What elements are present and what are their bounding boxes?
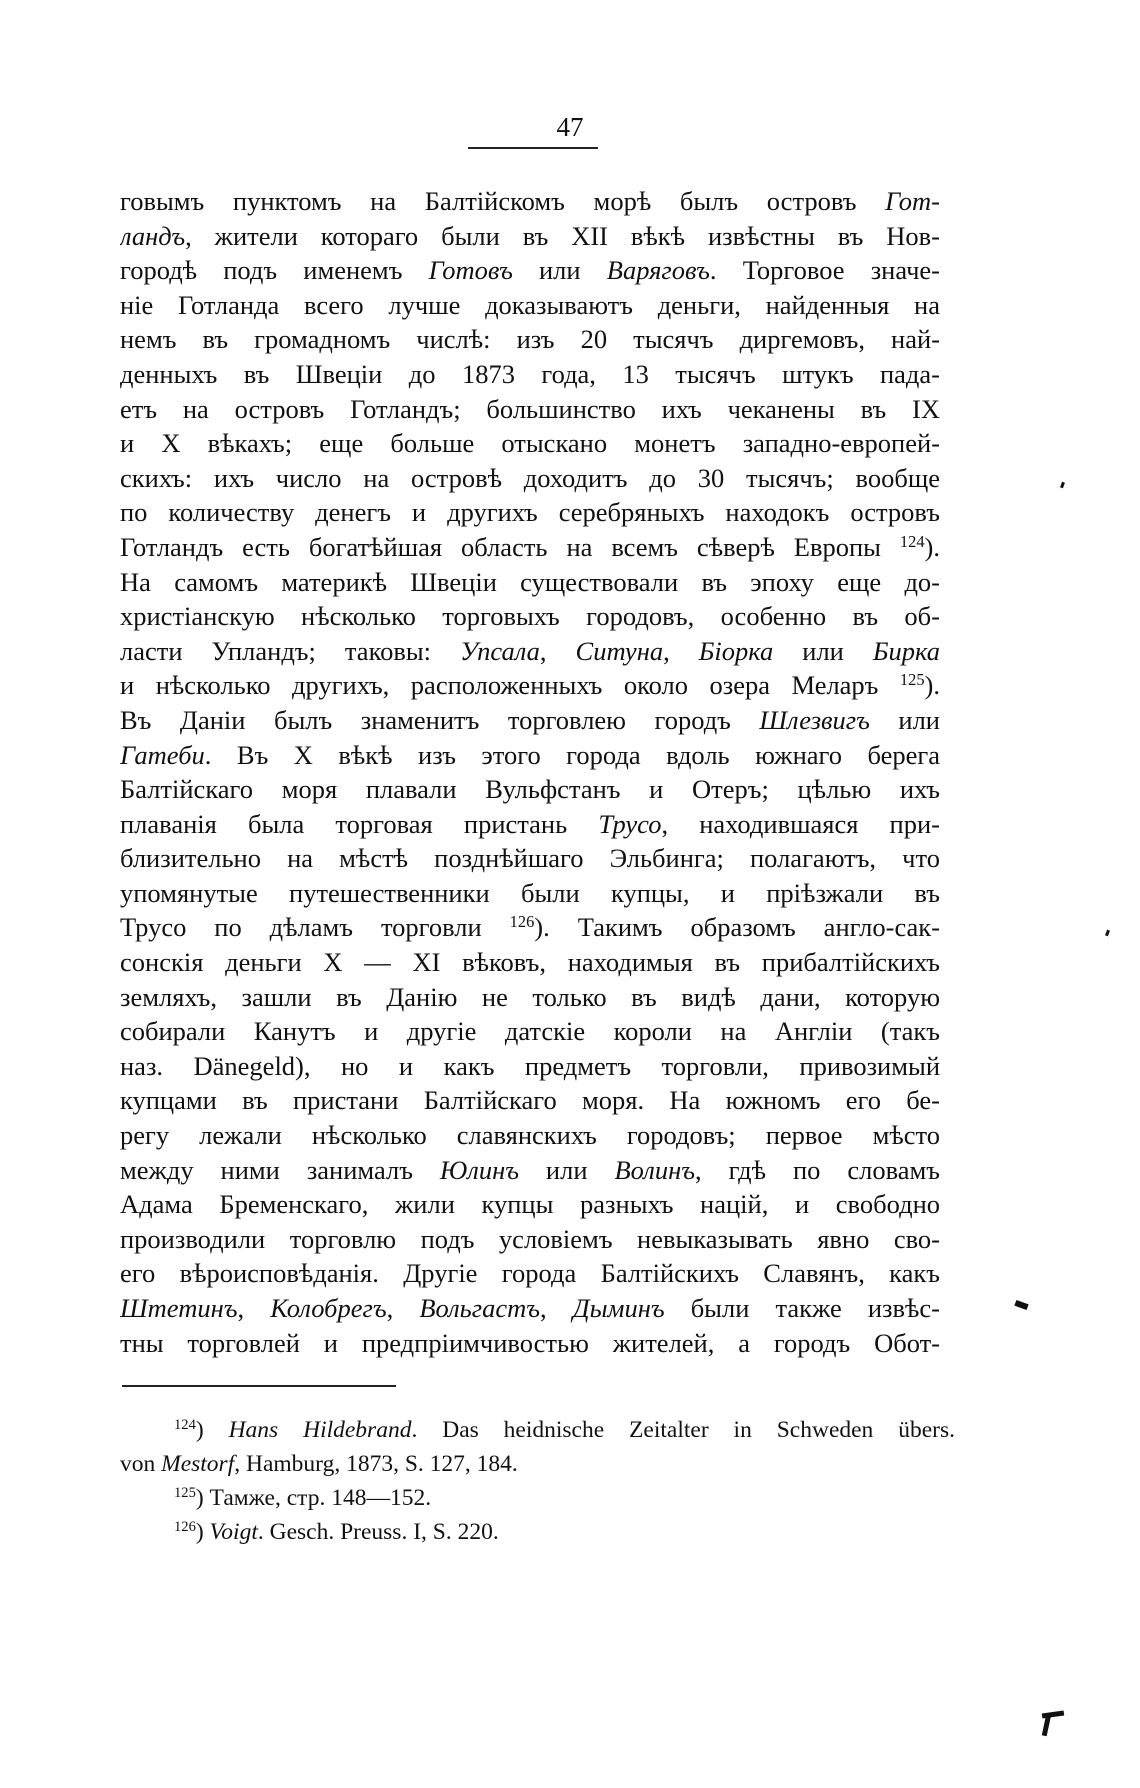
text-line	[120, 1153, 940, 1188]
text-run: ,	[539, 635, 576, 666]
text-run: земляхъ, зашли въ Данію не только въ видѣ дани, которую	[120, 981, 940, 1012]
italic-text: Волинъ	[614, 1154, 695, 1185]
text-line	[120, 1014, 940, 1049]
text-run: Готландъ есть богатѣйшая область на всемъ сѣверѣ Европы	[120, 531, 900, 562]
footnote-ref: 124	[174, 1417, 196, 1433]
footnote-line	[120, 1515, 955, 1549]
text-line	[120, 288, 940, 323]
text-line	[120, 634, 940, 669]
text-run: . Торговое значе-	[709, 255, 940, 286]
text-run: немъ въ громадномъ числѣ: изъ 20 тысячъ диргемовъ, най-	[120, 324, 940, 355]
text-run: упомянутые путешественники были купцы, и пріѣзжали въ	[120, 877, 940, 908]
text-run: наз. Dänegeld), но и какъ предметъ торговли, привозимый	[120, 1050, 940, 1081]
italic-text: Ситуна	[575, 635, 664, 666]
italic-text: Штетинъ	[120, 1293, 238, 1323]
text-run: На самомъ материкѣ Швеціи существовали въ эпоху еще до-	[120, 566, 940, 597]
footnote-ref: 126	[174, 1519, 196, 1535]
text-run: ,	[663, 635, 699, 666]
text-line	[120, 392, 940, 427]
italic-text: Трусо	[598, 808, 662, 839]
footnote-ref: 125	[899, 670, 925, 690]
italic-text: Hans Hildebrand	[228, 1417, 412, 1443]
page-number-rule	[468, 147, 598, 149]
footnote-line	[120, 1481, 955, 1515]
text-line	[120, 357, 940, 392]
text-line	[120, 530, 940, 565]
text-line	[120, 219, 940, 254]
text-run: ласти Упландъ; таковы:	[120, 635, 461, 666]
text-line	[120, 495, 940, 530]
text-run: ,	[386, 1293, 420, 1323]
italic-text: Бирка	[872, 635, 940, 666]
text-run: Трусо по дѣламъ торговли	[120, 912, 510, 943]
text-run: денныхъ въ Швеціи до 1873 года, 13 тысячъ штукъ пада-	[120, 358, 940, 389]
text-run: , находившаяся при-	[661, 808, 940, 839]
text-line	[120, 1291, 940, 1326]
text-run: были также извѣс-	[664, 1293, 940, 1323]
margin-mark-dot	[1105, 930, 1110, 937]
text-line	[120, 426, 940, 461]
text-line	[120, 980, 940, 1015]
text-run: или	[512, 255, 607, 286]
text-run: . Gesch. Preuss. I, S. 220.	[257, 1519, 499, 1545]
text-run: или	[869, 704, 940, 735]
text-line	[120, 322, 940, 357]
footnote-line	[120, 1447, 955, 1481]
italic-text: Дыминъ	[572, 1293, 665, 1323]
text-run: Адама Бременскаго, жили купцы разныхъ націй, и свободно	[120, 1189, 940, 1220]
italic-text: Вольгастъ	[419, 1293, 540, 1323]
text-run: производили торговлю подъ условіемъ невыказывать явно сво-	[120, 1223, 940, 1254]
italic-text: Упсала	[460, 635, 540, 666]
text-line	[120, 1222, 940, 1257]
text-run: ).	[924, 670, 940, 701]
text-run: сонскія деньги X — XI вѣковъ, находимыя въ прибалтійскихъ	[120, 947, 940, 978]
italic-text: Mestorf	[161, 1451, 235, 1477]
margin-mark-dot	[1060, 482, 1065, 489]
italic-text: Колобрегъ	[270, 1293, 387, 1323]
text-run: скихъ: ихъ число на островѣ доходитъ до 30 тысячъ; вообще	[120, 462, 940, 493]
text-run: или	[518, 1154, 615, 1185]
text-run: собирали Канутъ и другіе датскіе короли на Англіи (такъ	[120, 1016, 940, 1047]
italic-text: Гот-	[885, 186, 940, 216]
text-run: купцами въ пристани Балтійскаго моря. На южномъ его бе-	[120, 1085, 940, 1116]
text-run: его вѣроисповѣданія. Другіе города Балтійскихъ Славянъ, какъ	[120, 1258, 940, 1289]
text-line	[120, 668, 940, 703]
text-line	[120, 1118, 940, 1153]
text-line	[120, 1326, 940, 1361]
text-run: )	[195, 1519, 210, 1545]
text-run: , Hamburg, 1873, S. 127, 184.	[234, 1451, 518, 1477]
text-line	[120, 1187, 940, 1222]
italic-text: Шлезвигъ	[759, 704, 870, 735]
text-run: , жители котораго были въ XII вѣкѣ извѣстны въ Нов-	[185, 220, 940, 251]
page-number: 47	[556, 112, 584, 142]
text-line	[120, 1083, 940, 1118]
text-run: городѣ подъ именемъ	[120, 255, 429, 286]
italic-text: Юлинъ	[439, 1154, 519, 1185]
text-line	[120, 772, 940, 807]
text-line	[120, 703, 940, 738]
text-run: тны торговлей и предпріимчивостью жителей, а городъ Обот-	[120, 1327, 940, 1358]
text-line	[120, 910, 940, 945]
text-run: ).	[924, 531, 940, 562]
text-run: плаванія была торговая пристань	[120, 808, 599, 839]
italic-text: ландъ	[120, 220, 186, 251]
body-text	[120, 184, 940, 1360]
text-run: ). Такимъ образомъ англо-сак-	[534, 912, 940, 943]
italic-text: Готовъ	[428, 255, 513, 286]
text-line	[120, 1256, 940, 1291]
text-run: Балтійскаго моря плавали Вульфстанъ и Отеръ; цѣлью ихъ	[120, 774, 940, 805]
text-run: von	[120, 1451, 162, 1477]
footnote-separator	[122, 1385, 396, 1387]
text-run: ,	[539, 1293, 573, 1323]
text-line	[120, 184, 940, 219]
text-line	[120, 945, 940, 980]
text-line	[120, 841, 940, 876]
text-line	[120, 253, 940, 288]
text-run: или	[773, 635, 873, 666]
italic-text: Voigt	[209, 1519, 258, 1545]
margin-mark-dash	[1014, 1300, 1028, 1310]
text-line	[120, 599, 940, 634]
text-run: ніе Готланда всего лучше доказываютъ деньги, найденныя на	[120, 289, 940, 320]
text-run: )	[195, 1417, 229, 1443]
footnotes	[120, 1413, 955, 1549]
text-line	[120, 807, 940, 842]
italic-text: Гатеби	[120, 739, 205, 770]
text-run: близительно на мѣстѣ позднѣйшаго Эльбинга; полагаютъ, что	[120, 843, 940, 874]
footnote-ref: 124	[899, 531, 925, 551]
text-run: по количеству денегъ и другихъ серебряныхъ находокъ островъ	[120, 497, 940, 528]
text-run: ,	[237, 1293, 271, 1323]
text-line	[120, 738, 940, 773]
text-run: и X вѣкахъ; еще больше отыскано монетъ западно-европей-	[120, 428, 940, 459]
text-run: . Das heidnische Zeitalter in Schweden übers.	[411, 1417, 955, 1443]
text-run: и нѣсколько другихъ, расположенныхъ около озера Меларъ	[120, 670, 900, 701]
text-run: регу лежали нѣсколько славянскихъ городовъ; первое мѣсто	[120, 1120, 940, 1151]
text-line	[120, 461, 940, 496]
text-run: , гдѣ по словамъ	[694, 1154, 940, 1185]
footnote-ref: 126	[509, 912, 535, 932]
text-run: ) Тамже, стр. 148—152.	[195, 1485, 432, 1511]
text-run: говымъ пунктомъ на Балтійскомъ морѣ былъ островъ	[120, 186, 886, 216]
text-run: между ними занималъ	[120, 1154, 440, 1185]
text-run: . Въ X вѣкѣ изъ этого города вдоль южнаго берега	[204, 739, 940, 770]
footnote-ref: 125	[174, 1485, 196, 1501]
text-run: етъ на островъ Готландъ; большинство ихъ чеканены въ IX	[120, 393, 940, 424]
text-line	[120, 876, 940, 911]
italic-text: Варяговъ	[606, 255, 710, 286]
text-line	[120, 565, 940, 600]
text-run: христіанскую нѣсколько торговыхъ городовъ, особенно въ об-	[120, 601, 940, 632]
italic-text: Біорка	[698, 635, 774, 666]
text-run: Въ Даніи былъ знаменитъ торговлею городъ	[120, 704, 760, 735]
text-line	[120, 1049, 940, 1084]
footnote-line	[120, 1413, 955, 1447]
